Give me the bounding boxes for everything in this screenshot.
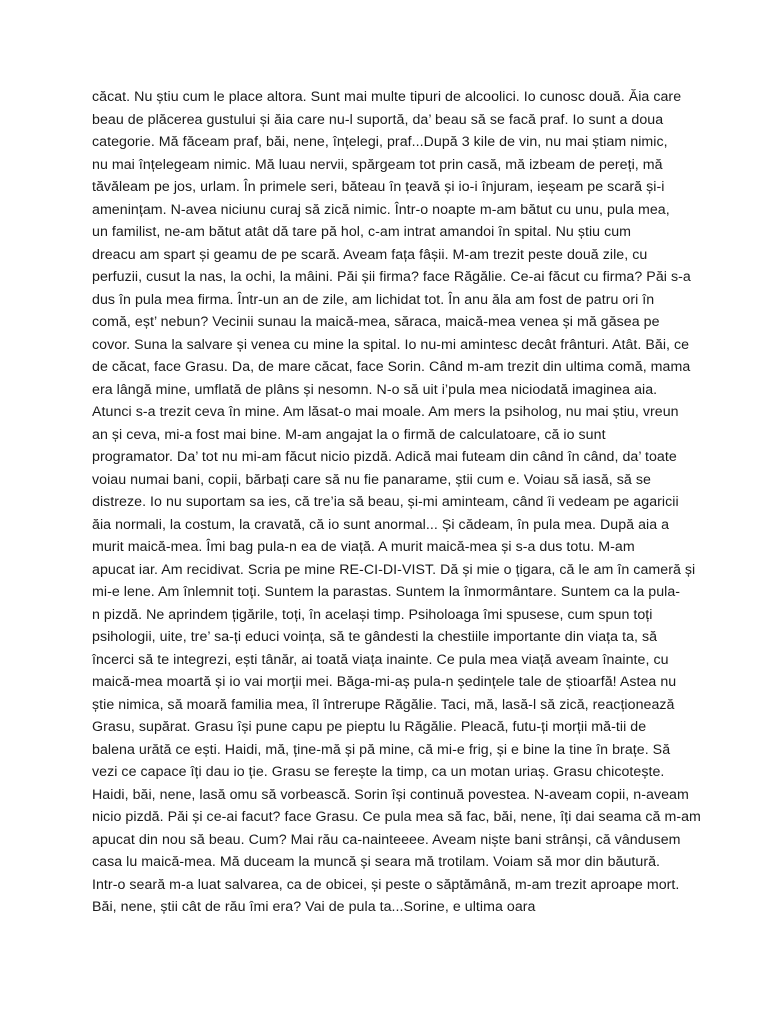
text-line: dus în pula mea firma. Într-un an de zile, am lichidat tot. În anu ăla am fost de patru ori în [92,291,655,308]
text-line: voiau numai bani, copii, bărbați care să nu fie panarame, știi cum e. Voiau să iasă, să se [92,471,651,488]
text-line: era lângă mine, umflată de plâns și nesomn. N-o să uit i’pula mea niciodată imaginea aia. [92,381,658,398]
text-line: căcat. Nu știu cum le place altora. Sunt mai multe tipuri de alcoolici. Io cunosc două. Ăia care [92,89,682,105]
text-line: încerci să te integrezi, ești tânăr, ai toată viața inainte. Ce pula mea viață aveam înainte, cu [92,651,669,668]
text-line: murit maică-mea. Îmi bag pula-n ea de viață. A murit maică-mea și s-a dus totu. M-am [92,539,635,555]
text-line: Haidi, băi, nene, lasă omu să vorbească. Sorin își continuă povestea. N-aveam copii, n-aveam [92,786,689,803]
text-line: categorie. Mă făceam praf, băi, nene, înțelegi, praf...După 3 kile de vin, nu mai știam nimic, [92,134,668,150]
text-line: Intr-o seară m-a luat salvarea, ca de obicei, și peste o săptămână, m-am trezit aproape mort. [92,876,680,893]
text-line: nicio pizdă. Păi și ce-ai facut? face Grasu. Ce pula mea să fac, băi, nene, îți dai seama că m-am [92,809,701,825]
text-line: beau de plăcerea gustului și ăia care nu-l suportă, da’ beau să se facă praf. Io sunt a doua [92,111,664,128]
text-line: n pizdă. Ne aprindem țigările, toți, în același timp. Psiholoaga îmi spusese, cum spun toți [92,606,653,623]
text-line: nu mai înțelegeam nimic. Mă luau nervii, spărgeam tot prin casă, mă izbeam de pereți, mă [92,156,663,173]
text-line: maică-mea moartă și io vai morții mei. Băga-mi-aș pula-n ședințele tale de știoarfă! Astea nu [92,674,677,690]
text-line: balena urătă ce ești. Haidi, mă, ține-mă și pă mine, că mi-e frig, și e bine la tine în brațe. Să [92,741,671,758]
text-line: de căcat, face Grasu. Da, de mare căcat, face Sorin. Când m-am trezit din ultima comă, mama [92,359,691,375]
text-line: comă, eșt’ nebun? Vecinii sunau la maică-mea, săraca, maică-mea venea și mă găsea pe [92,314,660,330]
text-line: ăia normali, la costum, la cravată, că io sunt anormal... Și cădeam, în pula mea. După aia a [92,516,670,533]
text-line: casa lu maică-mea. Mă duceam la muncă și seara mă trotilam. Voiam să mor din băutură. [92,854,661,870]
text-line: știe nimica, să moară familia mea, îl întrerupe Răgălie. Taci, mă, lasă-l să zică, reacționează [92,696,675,713]
text-line: perfuzii, cusut la nas, la ochi, la mâini. Păi șii firma? face Răgălie. Ce-ai făcut cu firma? Păi s-a [92,269,691,285]
text-line: Grasu, supărat. Grasu își pune capu pe pieptu lu Răgălie. Pleacă, futu-ți morții mă-tii de [92,719,647,735]
text-line: apucat iar. Am recidivat. Scria pe mine RE-CI-DI-VIST. Dă și mie o țigara, că le am în cameră și [92,561,696,578]
text-line: un familist, ne-am bătut atât dă tare pă hol, c-am intrat amandoi în spital. Nu știu cum [92,224,632,240]
text-line: amenințam. N-avea niciunu curaj să zică nimic. Într-o noapte m-am bătut cu unu, pula mea, [92,201,670,218]
text-line: Băi, nene, știi cât de rău îmi era? Vai de pula ta...Sorine, e ultima oara [92,899,536,915]
text-line: an și ceva, mi-a fost mai bine. M-am angajat la o firmă de calculatoare, că io sunt [92,426,606,443]
text-line: vezi ce capace îți dau io ție. Grasu se ferește la timp, ca un motan uriaș. Grasu chicotește. [92,764,665,780]
text-line: apucat din nou să beau. Cum? Mai rău ca-nainteeee. Aveam niște bani strânși, că vândusem [92,831,681,848]
text-line: psihologii, uite, tre’ sa-ți educi voința, să te gândesti la chestiile importante din viața ta, să [92,629,658,645]
text-line: mi-e lene. Am înlemnit toți. Suntem la parastas. Suntem la înmormântare. Suntem ca la pula- [92,584,681,600]
text-line: distreze. Io nu suportam sa ies, că tre’ia să beau, și-mi aminteam, când îi vedeam pe agaricii [92,494,679,510]
text-line: tăvăleam pe jos, urlam. În primele seri, băteau în țeavă și io-i înjuram, ieșeam pe scară și-i [92,179,665,195]
text-line: programator. Da’ tot nu mi-am făcut nicio pizdă. Adică mai futeam din când în când, da’ toate [92,449,677,465]
text-line: covor. Suna la salvare și venea cu mine la spital. Io nu-mi amintesc decât frânturi. Atât. Băi, ce [92,336,690,353]
text-line: Atunci s-a trezit ceva în mine. Am lăsat-o mai moale. Am mers la psiholog, nu mai știu, vreun [92,404,679,420]
body-text [92,86,701,919]
text-line: dreacu am spart și geamu de pe scară. Aveam fața fâșii. M-am trezit peste două zile, cu [92,246,648,263]
